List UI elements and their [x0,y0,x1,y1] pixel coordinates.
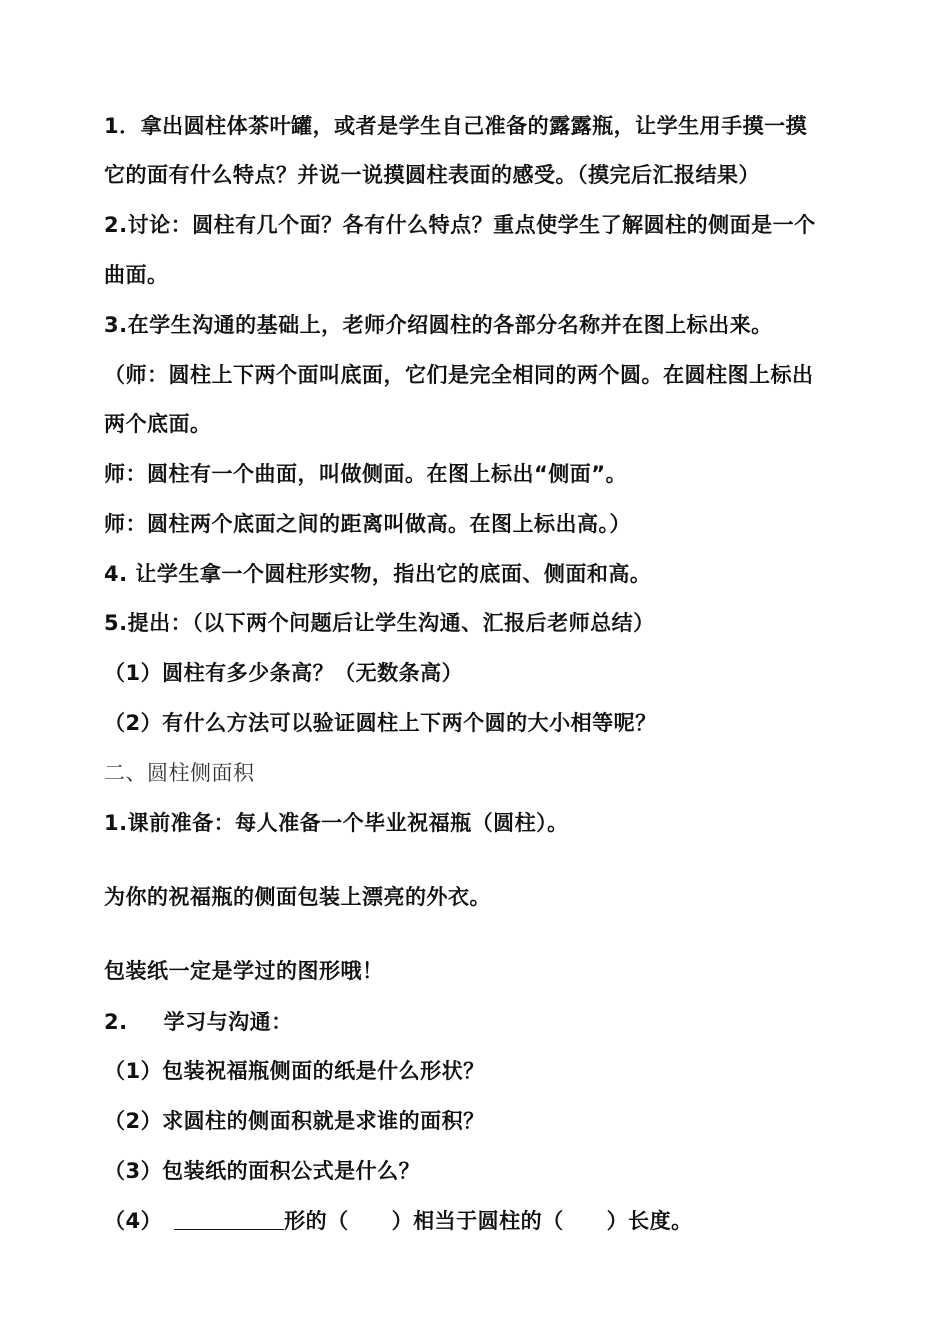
paragraph-line: 1．拿出圆柱体茶叶罐，或者是学生自己准备的露露瓶，让学生用手摸一摸 [104,114,808,138]
paragraph-line: 为你的祝福瓶的侧面包装上漂亮的外衣。 [104,885,491,909]
paragraph-line: （师：圆柱上下两个面叫底面，它们是完全相同的两个圆。在圆柱图上标出 [104,363,814,387]
question-line [104,1207,693,1235]
section-heading: 二、圆柱侧面积 [104,761,255,785]
paragraph-line [104,1008,293,1036]
fill-in-blank [174,1209,284,1230]
paragraph-line: 师：圆柱两个底面之间的距离叫做高。在图上标出高。） [104,512,631,536]
paragraph-line: 它的面有什么特点？并说一说摸圆柱表面的感受。（摸完后汇报结果） [104,163,760,187]
paragraph-line: 包装纸一定是学过的图形哦！ [104,959,384,983]
item-number: 2. [104,1010,128,1034]
question-line: （1）包装祝福瓶侧面的纸是什么形状？ [104,1059,485,1083]
item-text: 学习与沟通： [163,1010,293,1034]
paragraph-line: 1.课前准备：每人准备一个毕业祝福瓶（圆柱）。 [104,811,569,835]
question-line: （3）包装纸的面积公式是什么？ [104,1159,421,1183]
paragraph-line: 5.提出：（以下两个问题后让学生沟通、汇报后老师总结） [104,611,655,635]
paragraph-line: 两个底面。 [104,412,212,436]
question-line: （2）求圆柱的侧面积就是求谁的面积？ [104,1109,485,1133]
question-line: （1）圆柱有多少条高？（无数条高） [104,661,464,685]
paragraph-line: 4. 让学生拿一个圆柱形实物，指出它的底面、侧面和高。 [104,562,652,586]
paragraph-line: 2.讨论：圆柱有几个面？各有什么特点？重点使学生了解圆柱的侧面是一个 [104,213,816,237]
question-suffix: 形的（ ）相当于圆柱的（ ）长度。 [284,1209,693,1233]
paragraph-line: 3.在学生沟通的基础上，老师介绍圆柱的各部分名称并在图上标出来。 [104,313,773,337]
paragraph-line: 曲面。 [104,263,169,287]
paragraph-line: 师：圆柱有一个曲面，叫做侧面。在图上标出“侧面”。 [104,462,628,486]
question-line: （2）有什么方法可以验证圆柱上下两个圆的大小相等呢？ [104,711,657,735]
question-prefix: （4） [104,1209,163,1233]
